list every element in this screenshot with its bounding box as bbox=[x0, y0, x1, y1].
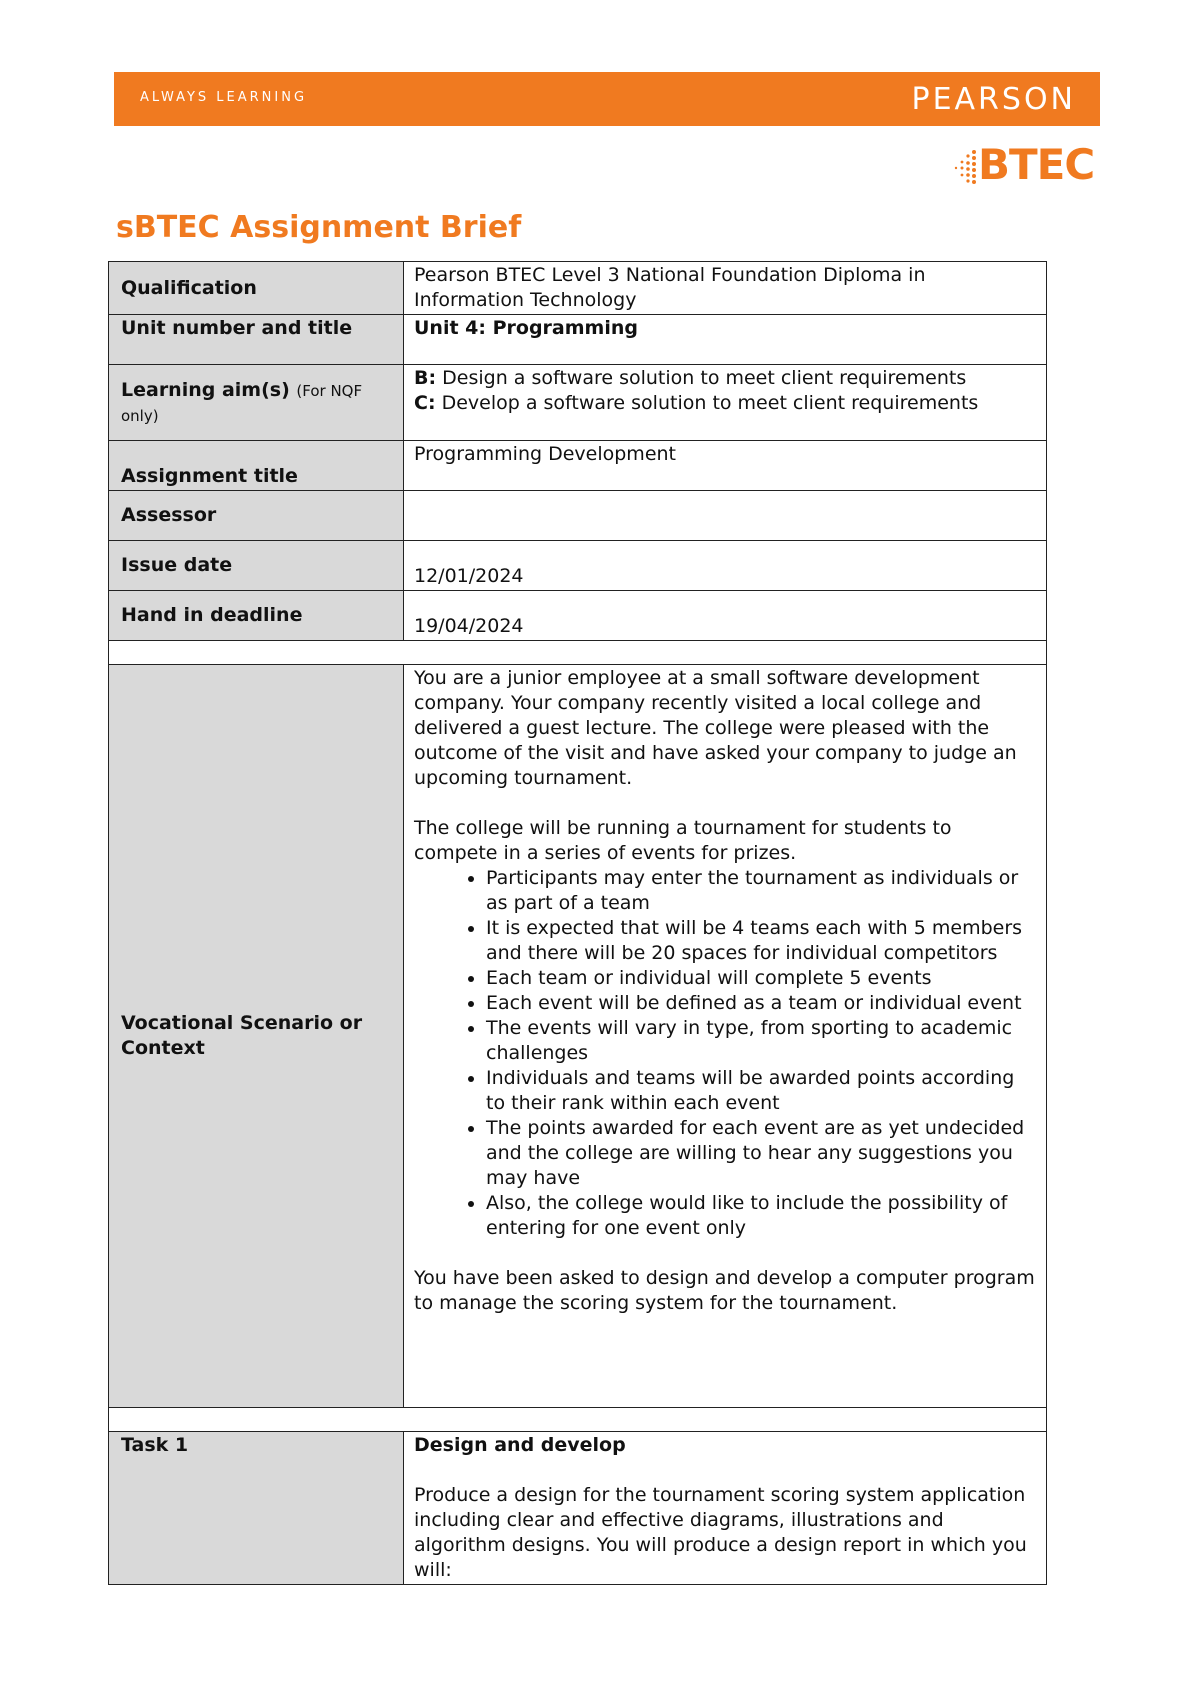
document-title: sBTEC Assignment Brief bbox=[116, 210, 522, 245]
list-item: • The events will vary in type, from sporting to academic challenges bbox=[486, 1016, 1036, 1066]
row-spacer bbox=[109, 1408, 1047, 1432]
task-1-label: Task 1 bbox=[109, 1432, 404, 1585]
unit-value: Unit 4: Programming bbox=[404, 315, 1047, 365]
pearson-logo: PEARSON bbox=[911, 82, 1076, 117]
row-unit bbox=[109, 315, 1047, 365]
row-assignment-title bbox=[109, 441, 1047, 491]
deadline-value: 19/04/2024 bbox=[404, 591, 1047, 641]
aim-b-text: Design a software solution to meet client requirements bbox=[436, 367, 967, 389]
spacer-cell bbox=[109, 641, 1047, 665]
spacer-cell bbox=[109, 1408, 1047, 1432]
btec-logo bbox=[950, 140, 1100, 196]
scenario-paragraph-3: You have been asked to design and develop a computer program to manage the scoring system for the tournament. bbox=[414, 1267, 1035, 1314]
row-issue-date bbox=[109, 541, 1047, 591]
tagline: ALWAYS LEARNING bbox=[140, 90, 308, 105]
list-item: • Also, the college would like to include the possibility of entering for one event only bbox=[486, 1191, 1036, 1241]
paragraph-gap bbox=[414, 791, 1036, 816]
aim-b-key: B: bbox=[414, 367, 437, 389]
assignment-title-label: Assignment title bbox=[109, 441, 404, 491]
qualification-label: Qualification bbox=[109, 262, 404, 315]
learning-aims-label-text: Learning aim(s) bbox=[121, 378, 290, 401]
learning-aims-label bbox=[109, 365, 404, 441]
unit-label: Unit number and title bbox=[109, 315, 404, 365]
task-1-value bbox=[404, 1432, 1047, 1585]
row-learning-aims bbox=[109, 365, 1047, 441]
list-item: • Participants may enter the tournament as individuals or as part of a team bbox=[486, 866, 1036, 916]
qualification-value: Pearson BTEC Level 3 National Foundation Diploma in Information Technology bbox=[404, 262, 1047, 315]
row-assessor bbox=[109, 491, 1047, 541]
btec-dots-icon bbox=[950, 148, 980, 188]
list-item: • Each event will be defined as a team or individual event bbox=[486, 991, 1036, 1016]
paragraph-gap bbox=[414, 1458, 1036, 1483]
assignment-title-value: Programming Development bbox=[404, 441, 1047, 491]
aim-c-key: C: bbox=[414, 392, 436, 414]
task-1-heading: Design and develop bbox=[414, 1434, 626, 1456]
assignment-brief-table bbox=[108, 261, 1047, 1585]
list-item: • Each team or individual will complete 5 events bbox=[486, 966, 1036, 991]
list-item: • Individuals and teams will be awarded points according to their rank within each event bbox=[486, 1066, 1036, 1116]
row-spacer bbox=[109, 641, 1047, 665]
row-hand-in-deadline bbox=[109, 591, 1047, 641]
paragraph-gap bbox=[414, 1241, 1036, 1266]
aim-c bbox=[414, 391, 1036, 416]
aim-b bbox=[414, 366, 1036, 391]
aim-c-text: Develop a software solution to meet client requirements bbox=[435, 392, 979, 414]
scenario-paragraph-2: The college will be running a tournament for students to compete in a series of events for prizes. bbox=[414, 817, 952, 864]
btec-wordmark: BTEC bbox=[978, 140, 1095, 189]
row-task-1 bbox=[109, 1432, 1047, 1585]
scenario-bullet-list bbox=[414, 866, 1036, 1241]
pearson-banner bbox=[114, 72, 1100, 126]
assessor-value bbox=[404, 491, 1047, 541]
scenario-value bbox=[404, 665, 1047, 1408]
issue-date-value: 12/01/2024 bbox=[404, 541, 1047, 591]
list-item: • It is expected that will be 4 teams each with 5 members and there will be 20 spaces for individual competitors bbox=[486, 916, 1036, 966]
deadline-label: Hand in deadline bbox=[109, 591, 404, 641]
row-qualification bbox=[109, 262, 1047, 315]
scenario-label: Vocational Scenario or Context bbox=[109, 665, 404, 1408]
issue-date-label: Issue date bbox=[109, 541, 404, 591]
row-scenario bbox=[109, 665, 1047, 1408]
assessor-label: Assessor bbox=[109, 491, 404, 541]
learning-aims-note: (For NQF only) bbox=[121, 381, 363, 425]
list-item: • The points awarded for each event are as yet undecided and the college are willing to hear any suggestions you may have bbox=[486, 1116, 1036, 1191]
scenario-paragraph-1: You are a junior employee at a small software development company. Your company recently visited a local college and delivered a guest lecture. The college were pleased with the outcome of the visit and have asked your company to judge an upcoming tournament. bbox=[414, 667, 1017, 789]
task-1-text: Produce a design for the tournament scoring system application including clear and effective diagrams, illustrations and algorithm designs. You will produce a design report in which you will: bbox=[414, 1484, 1027, 1581]
learning-aims-value bbox=[404, 365, 1047, 441]
